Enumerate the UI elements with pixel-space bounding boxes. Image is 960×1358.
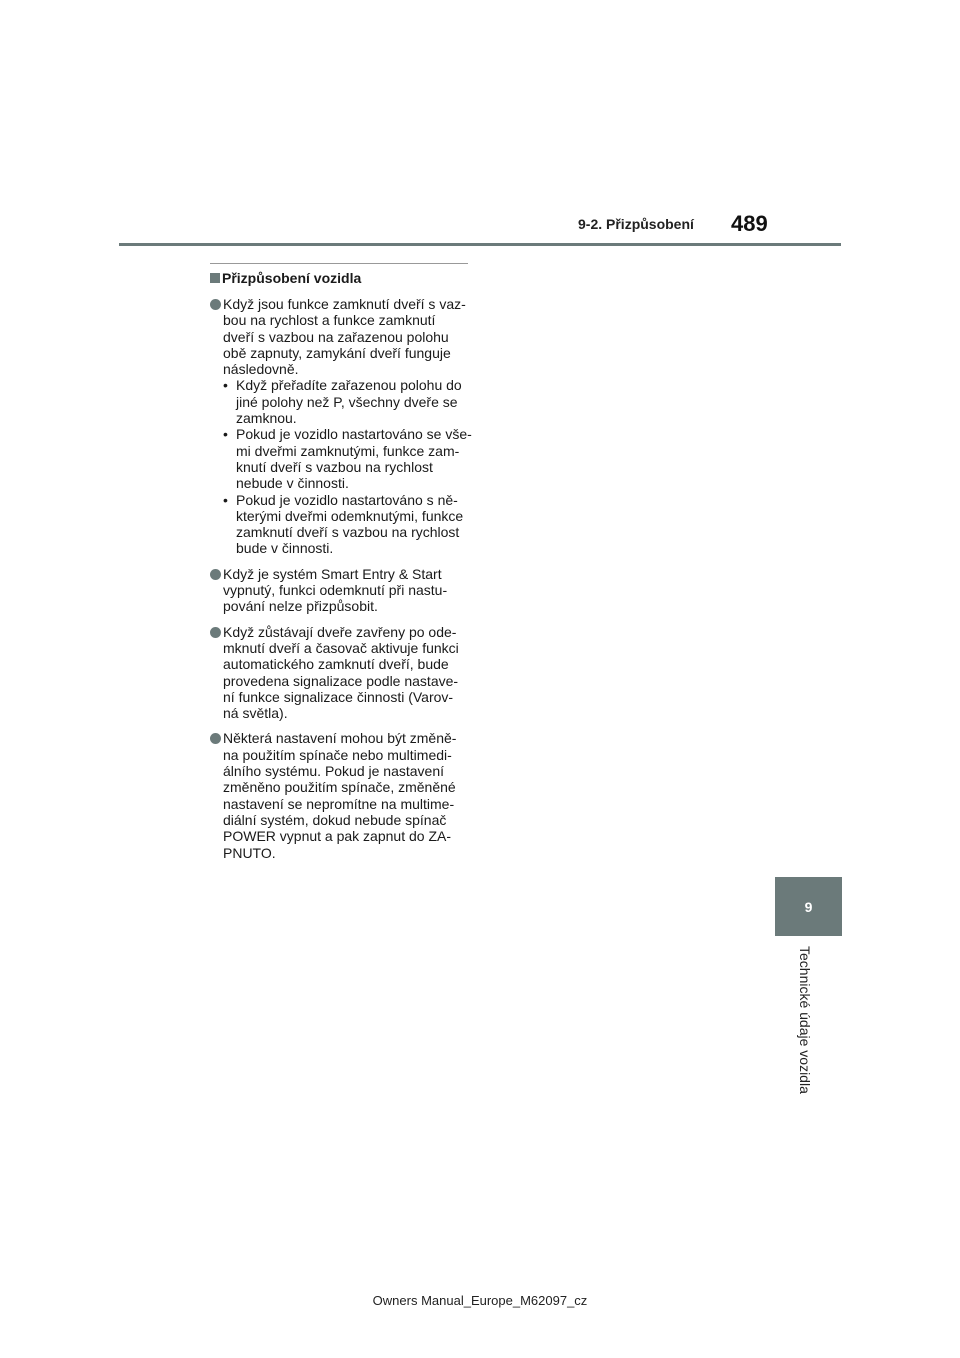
- bullet-text-line: Když je systém Smart Entry & Start: [223, 565, 442, 582]
- bullet-text-line: následovně.: [223, 361, 299, 378]
- bullet-text-line: nastavení se nepromítne na multime-: [223, 795, 455, 812]
- bullet-text-line: Když jsou funkce zamknutí dveří s vaz-: [223, 296, 466, 312]
- bullet-text-line: Některá nastavení mohou být změně-: [223, 730, 457, 747]
- bullet-text-line: Když zůstávají dveře zavřeny po ode-: [223, 623, 457, 640]
- chapter-tab: [775, 877, 842, 936]
- bullet-text-line: POWER vypnut a pak zapnut do ZA-: [223, 828, 451, 845]
- bullet-list: [210, 296, 472, 861]
- bullet-text-line: obě zapnuty, zamykání dveří funguje: [223, 344, 451, 361]
- sub-item: [223, 377, 468, 426]
- bullet-text-line: bou na rychlost a funkce zamknutí: [223, 312, 436, 329]
- sub-item-text-line: zamknutí dveří s vazbou na rychlost: [236, 524, 460, 541]
- page-number: 489: [731, 211, 768, 236]
- circle-bullet-icon: [210, 627, 221, 638]
- bullet-item: [210, 566, 468, 615]
- bullet-text-line: automatického zamknutí dveří, bude: [223, 656, 449, 673]
- bullet-text-line: změněno použitím spínače, změněné: [223, 779, 456, 796]
- section-title: [210, 270, 468, 286]
- bullet-text-line: álního systému. Pokud je nastavení: [223, 763, 445, 780]
- sub-item-text-line: bude v činnosti.: [236, 540, 334, 557]
- section-title-text: Přizpůsobení vozidla: [222, 270, 362, 286]
- sub-item-text-line: Pokud je vozidlo nastartováno s ně-: [236, 491, 458, 508]
- bullet-text-line: dveří s vazbou na zařazenou polohu: [223, 328, 449, 345]
- chapter-number: 9: [804, 898, 813, 915]
- sub-item: [223, 492, 468, 557]
- bullet-text-line: diální systém, dokud nebude spínač: [223, 811, 447, 828]
- circle-bullet-icon: [210, 569, 221, 580]
- sub-item-text-line: Pokud je vozidlo nastartováno se vše-: [236, 426, 472, 443]
- sub-item-text-line: kterými dveřmi odemknutými, funkce: [236, 507, 464, 524]
- bullet-text-line: pování nelze přizpůsobit.: [223, 598, 378, 615]
- bullet-text-line: na použitím spínače nebo multimedi-: [223, 746, 452, 763]
- sub-item-text-line: jiné polohy než P, všechny dveře se: [236, 393, 458, 410]
- title-divider: [210, 263, 468, 264]
- bullet-item: [210, 730, 468, 860]
- sub-bullet-mark: •: [223, 491, 228, 508]
- bullet-item: [210, 296, 472, 557]
- bullet-text-line: mknutí dveří a časovač aktivuje funkci: [223, 639, 459, 656]
- sub-item-text-line: zamknou.: [236, 410, 297, 427]
- document-id: Owners Manual_Europe_M62097_cz: [372, 1293, 588, 1308]
- section-header: 9-2. Přizpůsobení: [578, 216, 694, 232]
- bullet-text-line: provedena signalizace podle nastave-: [223, 672, 459, 689]
- bullet-text-line: ná světla).: [223, 705, 288, 722]
- sub-bullet-mark: •: [223, 377, 228, 394]
- chapter-label: Technické údaje vozidla: [797, 946, 813, 1094]
- circle-bullet-icon: [210, 733, 221, 744]
- bullet-text-line: PNUTO.: [223, 844, 276, 861]
- bullet-text-line: ní funkce signalizace činnosti (Varov-: [223, 688, 454, 705]
- sub-bullet-mark: •: [223, 426, 228, 443]
- header-divider: [119, 243, 841, 246]
- circle-bullet-icon: [210, 299, 221, 310]
- square-bullet-icon: [210, 273, 220, 283]
- sub-item-text-line: mi dveřmi zamknutými, funkce zam-: [236, 442, 460, 459]
- sub-item: [223, 426, 472, 492]
- main-content: [210, 263, 472, 870]
- sub-item-text-line: knutí dveří s vazbou na rychlost: [236, 458, 433, 475]
- bullet-text-line: vypnutý, funkci odemknutí při nastu-: [223, 582, 448, 599]
- sub-item-text-line: nebude v činnosti.: [236, 475, 349, 492]
- sub-item-text-line: Když přeřadíte zařazenou polohu do: [236, 377, 462, 394]
- bullet-item: [210, 624, 468, 722]
